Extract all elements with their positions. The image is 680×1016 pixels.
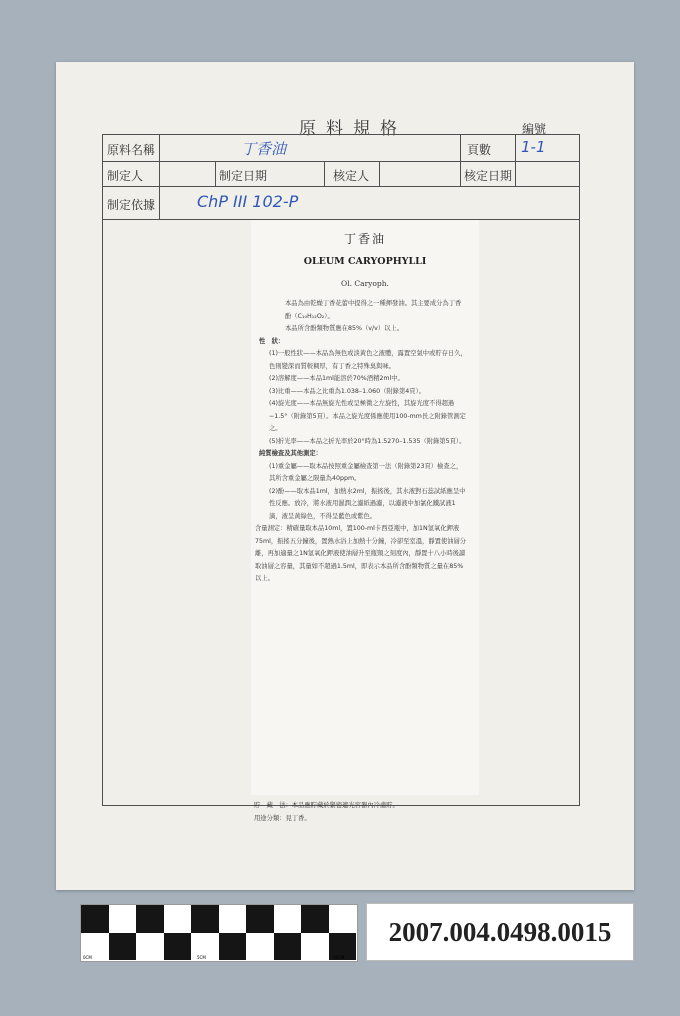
usage-line: 用途分類：見丁香。 bbox=[254, 815, 311, 822]
number-label: 編號 bbox=[522, 122, 547, 136]
assay-paragraph: 含量測定：精確量取本品10ml，置100-ml卡西亞瓶中，加1N氫氧化鉀液75ml，振搖五分鐘後，置熱水浴上加熱十分鐘，冷卻至室溫，靜置使油層分離，再加適量之1N氫氧化鉀液使油層升至瓶頸之刻度內，靜置十八小時後讀取油層之容量，其量如不超過1.5ml，即表示本品所含酚類物質之量在85%以上。 bbox=[255, 525, 467, 582]
accession-number: 2007.004.0498.0015 bbox=[366, 903, 634, 961]
maker-label: 制定人 bbox=[107, 169, 144, 183]
form-title: 原料規格 bbox=[299, 119, 407, 139]
scale-square bbox=[301, 905, 329, 933]
scale-square bbox=[191, 905, 219, 933]
property-item: (2)溶解度——本品1ml能溶於70%酒精2ml中。 bbox=[269, 375, 404, 382]
scale-square bbox=[109, 933, 137, 961]
section-heading: 純質檢查及其他測定： bbox=[259, 450, 322, 457]
table-rule bbox=[379, 161, 380, 186]
basis-label: 制定依據 bbox=[107, 198, 156, 212]
scale-square bbox=[246, 905, 274, 933]
scale-label: 0CM bbox=[83, 955, 92, 960]
table-rule bbox=[460, 135, 461, 186]
check-date-label: 核定日期 bbox=[464, 169, 513, 183]
intro-paragraph: 本品所含酚類物質應在85%（v/v）以上。 bbox=[285, 325, 404, 332]
scale-square bbox=[219, 933, 247, 961]
scale-label: 10CM bbox=[333, 955, 345, 960]
table-rule bbox=[515, 135, 516, 186]
table-rule bbox=[215, 161, 216, 186]
test-item: (2)酚——取本品1ml，加熱水2ml，振搖後，其水液對石蕊試紙應呈中性反應。放冷，將水液用濕潤之濾紙過濾，以濾液中加氯化鐵試液1滴，液呈黃綠色，不得呈藍色或紫色。 bbox=[269, 487, 466, 520]
table-rule bbox=[103, 161, 579, 162]
table-rule bbox=[324, 161, 325, 186]
storage-line: 貯 藏 法：本品應貯藏於緊密遮光容器內冷處貯。 bbox=[254, 802, 399, 809]
property-item: (4)旋光度——本品無旋光性或呈極微之左旋性，其旋光度不得超過−1.5°（附錄第5頁）。本品之旋光度係應使用100-mm長之附錄管測定之。 bbox=[269, 400, 466, 432]
basis-value: ChP III 102-P bbox=[197, 192, 299, 211]
scale-label: 5CM bbox=[197, 955, 206, 960]
property-item: (3)比重——本品之比重為1.038–1.060（附錄第4頁）。 bbox=[269, 387, 426, 395]
material-name-label: 原料名稱 bbox=[107, 143, 156, 157]
specification-sheet bbox=[56, 62, 634, 890]
property-item: (5)折光率——本品之折光率於20°時為1.5270–1.535（附錄第5頁）。 bbox=[269, 437, 466, 445]
monograph-abbrev: Ol. Caryoph. bbox=[341, 279, 389, 288]
page-label: 頁數 bbox=[467, 143, 492, 157]
scale-square bbox=[274, 933, 302, 961]
test-item: (1)重金屬——取本品按照重金屬檢查第一法（附錄第23頁）檢查之，其所含重金屬之限量為40ppm。 bbox=[269, 462, 463, 482]
scale-square bbox=[136, 905, 164, 933]
scale-square bbox=[164, 933, 192, 961]
scale-square bbox=[81, 905, 109, 933]
property-item: (1)一般性狀——本品為無色或淡黃色之液體，露置空氣中或貯存日久，色則變深而質較稠厚，有丁香之特殊臭與味。 bbox=[269, 350, 467, 370]
monograph-footer bbox=[254, 799, 399, 825]
page-value: 1-1 bbox=[521, 138, 546, 156]
monograph-body bbox=[251, 288, 479, 586]
monograph-title-cn: 丁香油 bbox=[343, 232, 386, 246]
checker-label: 核定人 bbox=[333, 169, 370, 183]
make-date-label: 制定日期 bbox=[219, 169, 268, 183]
color-scale-bar bbox=[80, 904, 358, 962]
section-heading: 性 狀： bbox=[259, 337, 285, 345]
table-rule bbox=[159, 135, 160, 219]
monograph-title-latin: OLEUM CARYOPHYLLI bbox=[303, 256, 427, 267]
intro-paragraph: 本品為由乾燥丁香花蕾中提得之一種揮發油。其主要成分為丁香酚（C₁₀H₁₂O₂）。 bbox=[285, 300, 462, 320]
table-rule bbox=[103, 186, 579, 187]
material-name-value: 丁香油 bbox=[241, 140, 287, 158]
pasted-monograph bbox=[251, 220, 479, 795]
